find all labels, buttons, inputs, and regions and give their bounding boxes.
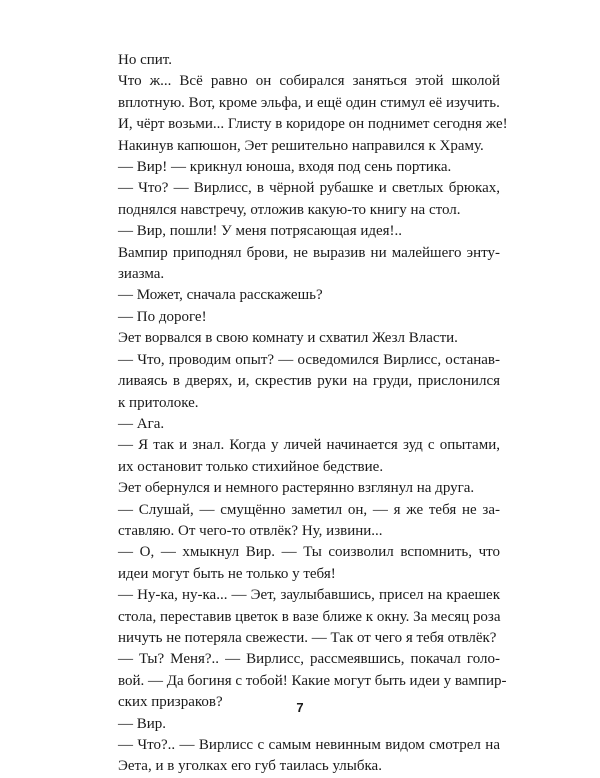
paragraph (118, 178, 500, 221)
text-line: Что ж... Всё равно он собирался заняться этой школой (118, 73, 500, 90)
text-line: — Ты? Меня?.. — Вирлисс, рассмеявшись, покачал голо- (118, 651, 500, 668)
text-line: вой. — Да богиня с тобой! Какие могут быть идеи у вампир- (118, 672, 507, 689)
text-line: — Я так и знал. Когда у личей начинается зуд с опытами, (118, 437, 500, 454)
text-line: зиазма. (118, 266, 165, 283)
text-line: Эет обернулся и немного растерянно взглянул на друга. (118, 480, 475, 497)
page-number: 7 (296, 700, 304, 715)
paragraph (118, 585, 500, 649)
text-line: — Вир, пошли! У меня потрясающая идея!.. (118, 223, 403, 240)
text-line: — Может, сначала расскажешь? (118, 287, 323, 304)
text-line: Но спит. (118, 52, 172, 68)
text-line: ничуть не потеряла свежести. — Так от чего я тебя отвлёк? (118, 629, 497, 646)
text-line: к притолоке. (118, 394, 199, 411)
text-line: — По дороге! (118, 308, 207, 325)
text-line: — Что? — Вирлисс, в чёрной рубашке и светлых брюках, (118, 180, 500, 197)
text-line: ских призраков? (118, 694, 223, 711)
text-line: — Вир! — крикнул юноша, входя под сень портика. (118, 159, 452, 176)
paragraph (118, 478, 500, 499)
paragraph (118, 50, 500, 71)
paragraph (118, 71, 500, 114)
paragraph (118, 243, 500, 286)
text-line: — О, — хмыкнул Вир. — Ты соизволил вспомнить, что (118, 544, 500, 561)
text-line: их остановит только стихийное бедствие. (118, 458, 384, 475)
paragraph (118, 735, 500, 778)
text-line: — Слушай, — смущённо заметил он, — я же тебя не за- (118, 501, 500, 518)
paragraph (118, 136, 500, 157)
text-line: ставляю. От чего-то отвлёк? Ну, извини... (118, 522, 383, 539)
text-line: стола, переставив цветок в вазе ближе к окну. За месяц роза (118, 608, 501, 625)
text-line: ливаясь в дверях, и, скрестив руки на груди, прислонился (118, 373, 500, 390)
text-line: — Вир. (118, 715, 167, 732)
text-line: Вампир приподнял брови, не выразив ни малейшего энту- (118, 244, 500, 261)
paragraph (118, 435, 500, 478)
paragraph (118, 285, 500, 306)
paragraph (118, 542, 500, 585)
text-line: — Ага. (118, 415, 165, 432)
text-line: Накинув капюшон, Эет решительно направился к Храму. (118, 137, 484, 154)
paragraph (118, 114, 508, 135)
text-line: — Что?.. — Вирлисс с самым невинным видом смотрел на (118, 737, 500, 753)
page-body-text (118, 50, 508, 778)
paragraph (118, 500, 500, 543)
text-line: поднялся навстречу, отложив какую-то книгу на стол. (118, 201, 461, 218)
text-line: — Ну-ка, ну-ка... — Эет, заулыбавшись, присел на краешек (118, 587, 500, 604)
text-line: — Что, проводим опыт? — осведомился Вирлисс, останав- (118, 351, 500, 368)
text-line: Эета, и в уголках его губ таилась улыбка. (118, 758, 382, 775)
paragraph (118, 157, 500, 178)
paragraph (118, 307, 500, 328)
paragraph (118, 414, 500, 435)
text-line: И, чёрт возьми... Глисту в коридоре он поднимет сегодня же! (118, 116, 508, 133)
paragraph (118, 221, 500, 242)
text-line: вплотную. Вот, кроме эльфа, и ещё один стимул её изучить. (118, 94, 500, 111)
paragraph (118, 350, 500, 414)
text-line: Эет ворвался в свою комнату и схватил Жезл Власти. (118, 330, 458, 347)
paragraph (118, 328, 500, 349)
paragraph (118, 714, 500, 735)
text-line: идеи могут быть не только у тебя! (118, 565, 336, 582)
